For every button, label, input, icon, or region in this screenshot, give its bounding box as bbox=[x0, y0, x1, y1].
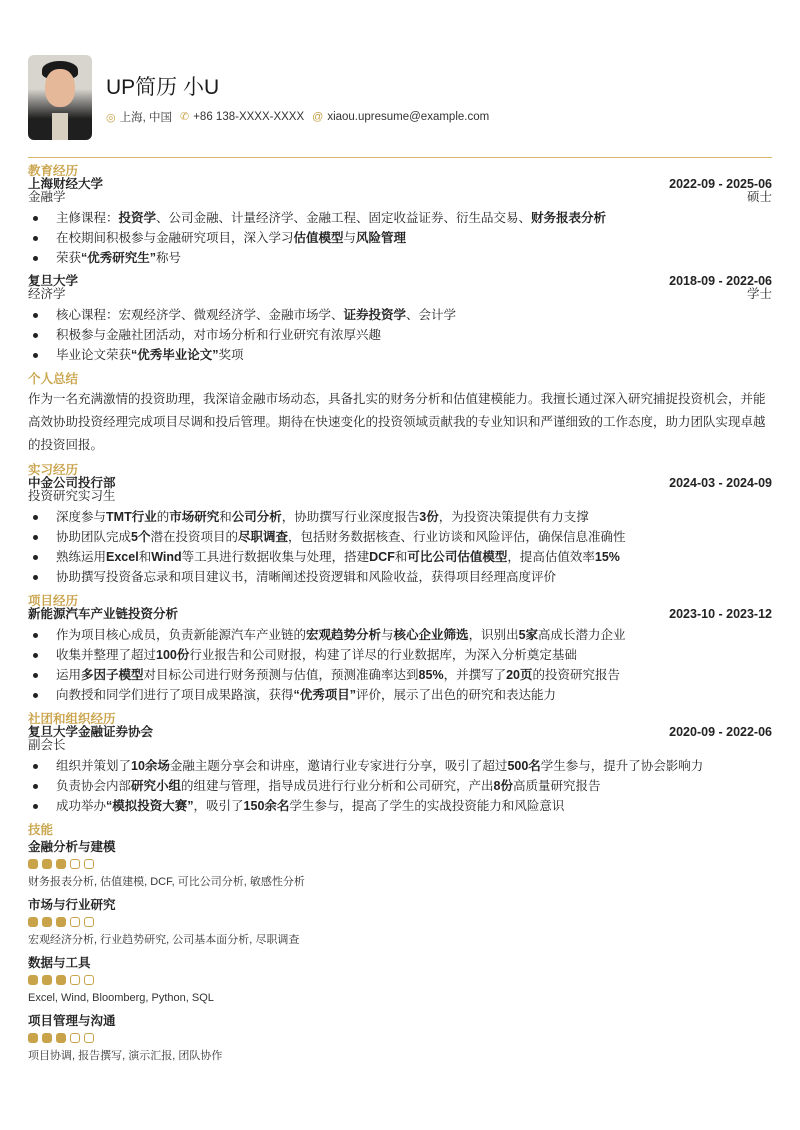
list-item bbox=[28, 248, 772, 268]
list-item bbox=[28, 507, 772, 527]
resume-header bbox=[28, 0, 772, 140]
rating-dot-empty bbox=[84, 975, 94, 985]
section-title: 教育经历 bbox=[28, 164, 79, 178]
highlight-text: “优秀毕业论文” bbox=[131, 348, 219, 362]
date-range: 2023-10 - 2023-12 bbox=[669, 607, 772, 621]
text: 熟练运用 bbox=[56, 550, 107, 564]
text: 金融主题分享会和讲座，邀请行业专家进行分享，吸引了超过 bbox=[169, 759, 508, 773]
rating-dot-filled bbox=[56, 975, 66, 985]
entry-subtitle bbox=[28, 739, 772, 752]
entry-subtitle bbox=[28, 490, 772, 503]
degree: 硕士 bbox=[746, 190, 772, 204]
education-section bbox=[28, 164, 772, 365]
list-item bbox=[28, 567, 772, 587]
text: 深度参与 bbox=[56, 510, 107, 524]
highlight-text: DCF bbox=[369, 550, 395, 564]
role: 金融学 bbox=[28, 190, 66, 204]
text: 潜在投资项目的 bbox=[150, 530, 238, 544]
rating-dot-filled bbox=[42, 859, 52, 869]
highlight-text: 3份 bbox=[419, 510, 439, 524]
entry bbox=[28, 275, 772, 365]
rating-dot-empty bbox=[70, 975, 80, 985]
text: 称号 bbox=[156, 251, 182, 265]
skill-item bbox=[28, 897, 772, 947]
highlight-text: 证券投资学 bbox=[343, 308, 407, 322]
list-item bbox=[28, 756, 772, 776]
highlight-text: 85% bbox=[418, 668, 444, 682]
list-item bbox=[28, 325, 772, 345]
highlight-text: 150余名 bbox=[243, 799, 290, 813]
organization: 复旦大学金融证券协会 bbox=[28, 725, 154, 739]
skill-keywords: 财务报表分析, 估值建模, DCF, 可比公司分析, 敏感性分析 bbox=[28, 876, 305, 888]
entry-header bbox=[28, 726, 772, 739]
skill-keywords: Excel, Wind, Bloomberg, Python, SQL bbox=[28, 992, 214, 1004]
highlight-text: TMT行业 bbox=[106, 510, 157, 524]
rating-dot-empty bbox=[84, 917, 94, 927]
highlight-text: 5个 bbox=[131, 530, 151, 544]
text: 组织并策划了 bbox=[56, 759, 132, 773]
text: 作为项目核心成员，负责新能源汽车产业链的 bbox=[56, 628, 307, 642]
section-title: 项目经历 bbox=[28, 594, 79, 608]
activities-section bbox=[28, 712, 772, 816]
entry bbox=[28, 608, 772, 705]
rating-dot-empty bbox=[70, 1033, 80, 1043]
highlight-text: 可比公司估值模型 bbox=[407, 550, 508, 564]
entry-subtitle bbox=[28, 288, 772, 301]
text: ，并撰写了 bbox=[443, 668, 507, 682]
text: 奖项 bbox=[218, 348, 244, 362]
text: ，提高估值效率 bbox=[507, 550, 595, 564]
highlight-text: 15% bbox=[594, 550, 620, 564]
highlight-text: 多因子模型 bbox=[81, 668, 144, 682]
entry bbox=[28, 178, 772, 268]
text: 等工具进行数据收集与处理，搭建 bbox=[181, 550, 370, 564]
text: ，包括财务数据核查、行业访谈和风险评估，确保信息准确性 bbox=[288, 530, 626, 544]
text: 核心课程：宏观经济学、微观经济学、金融市场学、 bbox=[56, 308, 344, 322]
highlight-text: 尽职调查 bbox=[237, 530, 288, 544]
bullet-list bbox=[28, 756, 772, 816]
text: 向教授和同学们进行了项目成果路演，获得 bbox=[56, 688, 294, 702]
entry-header bbox=[28, 275, 772, 288]
text: 负责协会内部 bbox=[56, 779, 132, 793]
text: 和 bbox=[219, 510, 232, 524]
entry-subtitle bbox=[28, 191, 772, 204]
highlight-text: “优秀项目” bbox=[293, 688, 357, 702]
text: 高成长潜力企业 bbox=[538, 628, 626, 642]
text: 学生参与，提高了学生的实战投资能力和风险意识 bbox=[289, 799, 565, 813]
text: ，协助撰写行业深度报告 bbox=[281, 510, 420, 524]
highlight-text: 8份 bbox=[493, 779, 513, 793]
profile-photo bbox=[28, 55, 92, 140]
highlight-text: 5家 bbox=[518, 628, 539, 642]
divider bbox=[28, 157, 772, 158]
text: 与 bbox=[343, 231, 357, 245]
highlight-text: 投资学 bbox=[118, 211, 157, 225]
highlight-text: 财务报表分析 bbox=[531, 211, 607, 225]
highlight-text: 研究小组 bbox=[131, 779, 182, 793]
projects-section bbox=[28, 594, 772, 705]
text: 的组建与管理，指导成员进行行业分析和公司研究，产出 bbox=[181, 779, 494, 793]
list-item bbox=[28, 645, 772, 665]
phone-icon: ✆ bbox=[180, 111, 190, 123]
text: 协助撰写投资备忘录和项目建议书，清晰阐述投资逻辑和风险收益，获得项目经理高度评价 bbox=[56, 570, 557, 584]
highlight-text: 市场研究 bbox=[169, 510, 220, 524]
candidate-name: UP简历 小U bbox=[106, 75, 220, 99]
section-title: 个人总结 bbox=[28, 372, 79, 386]
role: 副会长 bbox=[28, 738, 66, 752]
section-title: 社团和组织经历 bbox=[28, 712, 116, 726]
rating-dot-empty bbox=[84, 1033, 94, 1043]
text: 与 bbox=[381, 628, 394, 642]
highlight-text: 风险管理 bbox=[356, 231, 407, 245]
rating-dot-empty bbox=[70, 859, 80, 869]
highlight-text: “优秀研究生” bbox=[81, 251, 157, 265]
rating-dot-filled bbox=[56, 917, 66, 927]
summary-text: 作为一名充满激情的投资助理，我深谙金融市场动态，具备扎实的财务分析和估值建模能力。我擅长通过深入研究捕捉投资机会，并能高效协助投资经理完成项目尽调和投后管理。期待在快速变化的投资领域贡献我的专业知识和严谨细致的工作态度，助力团队实现卓越的投资回报。 bbox=[28, 392, 766, 452]
text: 学生参与，提升了协会影响力 bbox=[540, 759, 704, 773]
text: ，识别出 bbox=[468, 628, 519, 642]
text: 毕业论文荣获 bbox=[56, 348, 132, 362]
text: 对目标公司进行财务预测与估值，预测准确率达到 bbox=[143, 668, 419, 682]
highlight-text: 10余场 bbox=[131, 759, 170, 773]
text: 协助团队完成 bbox=[56, 530, 132, 544]
role: 经济学 bbox=[28, 287, 66, 301]
map-pin-icon: ◎ bbox=[106, 111, 116, 124]
text: 主修课程： bbox=[56, 211, 119, 225]
rating-dot-filled bbox=[42, 1033, 52, 1043]
skill-rating bbox=[28, 859, 772, 869]
email: xiaou.upresume@example.com bbox=[327, 110, 490, 123]
text: 和 bbox=[394, 550, 408, 564]
skill-item bbox=[28, 839, 772, 889]
text: 、公司金融、计量经济学、金融工程、固定收益证券、衍生品交易、 bbox=[156, 211, 532, 225]
bullet-list bbox=[28, 305, 772, 365]
date-range: 2018-09 - 2022-06 bbox=[669, 274, 772, 288]
location: 上海, 中国 bbox=[119, 111, 172, 124]
skill-name: 金融分析与建模 bbox=[28, 840, 116, 854]
skill-keywords: 宏观经济分析, 行业趋势研究, 公司基本面分析, 尽职调查 bbox=[28, 934, 300, 946]
highlight-text: 估值模型 bbox=[293, 231, 344, 245]
entry bbox=[28, 477, 772, 587]
organization: 上海财经大学 bbox=[28, 177, 104, 191]
highlight-text: Excel bbox=[106, 550, 139, 564]
organization: 复旦大学 bbox=[28, 274, 79, 288]
highlight-text: 公司分析 bbox=[231, 510, 282, 524]
text: 运用 bbox=[56, 668, 82, 682]
highlight-text: 500名 bbox=[507, 759, 541, 773]
date-range: 2024-03 - 2024-09 bbox=[669, 476, 772, 490]
highlight-text: 核心企业筛选 bbox=[393, 628, 469, 642]
degree: 学士 bbox=[746, 287, 772, 301]
list-item bbox=[28, 665, 772, 685]
highlight-text: 宏观趋势分析 bbox=[306, 628, 382, 642]
skill-name: 项目管理与沟通 bbox=[28, 1014, 116, 1028]
text: 行业报告和公司财报，构建了详尽的行业数据库，为深入分析奠定基础 bbox=[189, 648, 577, 662]
text: 高质量研究报告 bbox=[513, 779, 601, 793]
highlight-text: “模拟投资大赛” bbox=[106, 799, 194, 813]
rating-dot-filled bbox=[28, 917, 38, 927]
entry bbox=[28, 726, 772, 816]
skill-rating bbox=[28, 975, 772, 985]
rating-dot-filled bbox=[28, 859, 38, 869]
rating-dot-empty bbox=[84, 859, 94, 869]
entry-header bbox=[28, 178, 772, 191]
rating-dot-filled bbox=[42, 975, 52, 985]
rating-dot-empty bbox=[70, 917, 80, 927]
highlight-text: 20页 bbox=[506, 668, 533, 682]
at-icon: @ bbox=[312, 110, 324, 123]
text: ，为投资决策提供有力支撑 bbox=[438, 510, 589, 524]
list-item bbox=[28, 796, 772, 816]
internship-section bbox=[28, 463, 772, 587]
text: 的投资研究报告 bbox=[532, 668, 621, 682]
text: 积极参与金融社团活动，对市场分析和行业研究有浓厚兴趣 bbox=[56, 328, 382, 342]
rating-dot-filled bbox=[56, 1033, 66, 1043]
bullet-list bbox=[28, 625, 772, 705]
rating-dot-filled bbox=[42, 917, 52, 927]
skill-item bbox=[28, 1013, 772, 1063]
list-item bbox=[28, 208, 772, 228]
list-item bbox=[28, 305, 772, 325]
list-item bbox=[28, 228, 772, 248]
list-item bbox=[28, 776, 772, 796]
skill-rating bbox=[28, 1033, 772, 1043]
list-item bbox=[28, 527, 772, 547]
section-title: 实习经历 bbox=[28, 463, 79, 477]
bullet-list bbox=[28, 208, 772, 268]
date-range: 2020-09 - 2022-06 bbox=[669, 725, 772, 739]
phone: +86 138-XXXX-XXXX bbox=[193, 111, 305, 123]
skill-keywords: 项目协调, 报告撰写, 演示汇报, 团队协作 bbox=[28, 1050, 223, 1062]
text: 的 bbox=[156, 510, 170, 524]
list-item bbox=[28, 547, 772, 567]
text: 在校期间积极参与金融研究项目，深入学习 bbox=[56, 231, 294, 245]
entry-header bbox=[28, 477, 772, 490]
list-item bbox=[28, 685, 772, 705]
text: 成功举办 bbox=[56, 799, 107, 813]
highlight-text: Wind bbox=[151, 550, 182, 564]
skill-rating bbox=[28, 917, 772, 927]
skill-name: 市场与行业研究 bbox=[28, 898, 116, 912]
rating-dot-filled bbox=[56, 859, 66, 869]
rating-dot-filled bbox=[28, 975, 38, 985]
entry-header bbox=[28, 608, 772, 621]
text: ，吸引了 bbox=[193, 799, 244, 813]
rating-dot-filled bbox=[28, 1033, 38, 1043]
section-title: 技能 bbox=[28, 823, 54, 837]
text: 和 bbox=[138, 550, 152, 564]
organization: 新能源汽车产业链投资分析 bbox=[28, 607, 179, 621]
skill-name: 数据与工具 bbox=[28, 956, 91, 970]
bullet-list bbox=[28, 507, 772, 587]
skills-section bbox=[28, 823, 772, 1063]
highlight-text: 100份 bbox=[156, 648, 190, 662]
text: 评价，展示了出色的研究和表达能力 bbox=[356, 688, 557, 702]
organization: 中金公司投行部 bbox=[28, 476, 116, 490]
list-item bbox=[28, 625, 772, 645]
role: 投资研究实习生 bbox=[28, 489, 116, 503]
text: 收集并整理了超过 bbox=[56, 648, 157, 662]
summary-section bbox=[28, 372, 772, 457]
list-item bbox=[28, 345, 772, 365]
date-range: 2022-09 - 2025-06 bbox=[669, 177, 772, 191]
text: 、会计学 bbox=[406, 308, 457, 322]
skill-item bbox=[28, 955, 772, 1005]
text: 荣获 bbox=[56, 251, 82, 265]
